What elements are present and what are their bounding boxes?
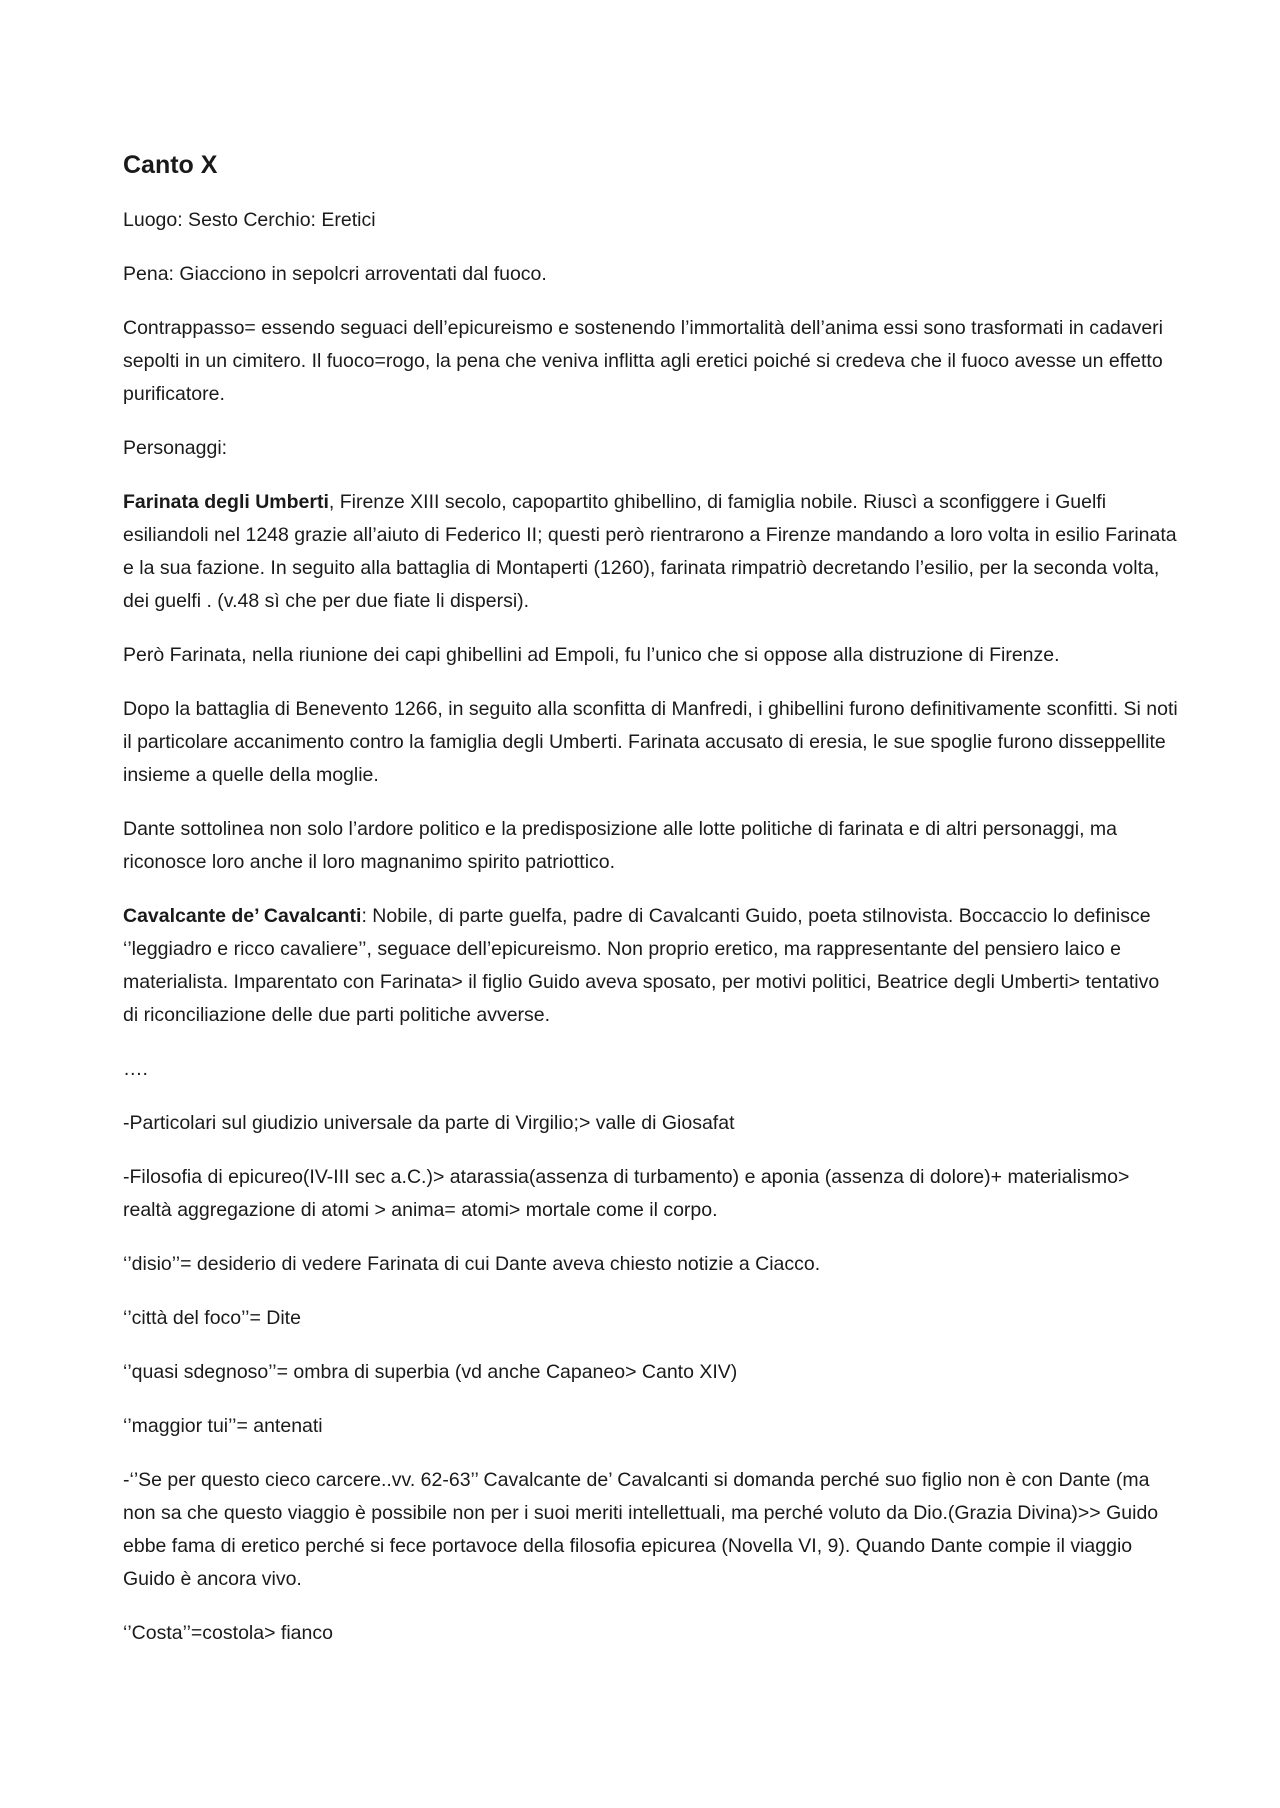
cavalcante-paragraph xyxy=(123,900,1178,1032)
note-costa: ‘’Costa’’=costola> fianco xyxy=(123,1622,333,1644)
note-citta: ‘’città del foco’’= Dite xyxy=(123,1307,301,1329)
dante-paragraph: Dante sottolinea non solo l’ardore politico e la predisposizione alle lotte politiche di farinata e di altri personaggi, ma riconosce loro anche il loro magnanimo spirito patriottico. xyxy=(123,818,1118,873)
farinata-paragraph xyxy=(123,486,1178,618)
luogo-paragraph: Luogo: Sesto Cerchio: Eretici xyxy=(123,209,376,231)
benevento-paragraph: Dopo la battaglia di Benevento 1266, in seguito alla sconfitta di Manfredi, i ghibellini furono definitivamente sconfitti. Si noti il particolare accanimento contro la famiglia degli Umberti. Farinata accusato di eresia, le sue spoglie furono disseppellite insieme a quelle della moglie. xyxy=(123,698,1178,786)
note-giudizio: -Particolari sul giudizio universale da parte di Virgilio;> valle di Giosafat xyxy=(123,1112,735,1134)
note-cieco: -‘’Se per questo cieco carcere..vv. 62-63’’ Cavalcante de’ Cavalcanti si domanda perché suo figlio non è con Dante (ma non sa che questo viaggio è possibile non per i suoi meriti intellettuali, ma perché voluto da Dio.(Grazia Divina)>> Guido ebbe fama di eretico perché si fece portavoce della filosofia epicurea (Novella VI, 9). Quando Dante compie il viaggio Guido è ancora vivo. xyxy=(123,1469,1159,1590)
farinata-text: , Firenze XIII secolo, capopartito ghibellino, di famiglia nobile. Riuscì a sconfiggere i Guelfi esiliandoli nel 1248 grazie all’aiuto di Federico II; questi però rientrarono a Firenze mandando a loro volta in esilio Farinata e la sua fazione. In seguito alla battaglia di Montaperti (1260), farinata rimpatriò decretando l’esilio, per la seconda volta, dei guelfi . (v.48 sì che per due fiate li dispersi). xyxy=(123,491,1177,612)
document-page xyxy=(123,150,1178,1671)
pena-paragraph: Pena: Giacciono in sepolcri arroventati dal fuoco. xyxy=(123,263,547,285)
page-title: Canto X xyxy=(123,151,218,179)
personaggi-label: Personaggi: xyxy=(123,437,228,459)
farinata-name: Farinata degli Umberti xyxy=(123,491,329,513)
cavalcante-name: Cavalcante de’ Cavalcanti xyxy=(123,905,362,927)
note-disio: ‘’disio’’= desiderio di vedere Farinata di cui Dante aveva chiesto notizie a Ciacco. xyxy=(123,1253,821,1275)
note-maggior: ‘’maggior tui’’= antenati xyxy=(123,1415,323,1437)
cavalcante-text: : Nobile, di parte guelfa, padre di Cavalcanti Guido, poeta stilnovista. Boccaccio lo definisce ‘’leggiadro e ricco cavaliere’’, seguace dell’epicureismo. Non proprio eretico, ma rappresentante del pensiero laico e materialista. Imparentato con Farinata> il figlio Guido aveva sposato, per motivi politici, Beatrice degli Umberti> tentativo di riconciliazione delle due parti politiche avverse. xyxy=(123,905,1160,1026)
empoli-paragraph: Però Farinata, nella riunione dei capi ghibellini ad Empoli, fu l’unico che si oppose alla distruzione di Firenze. xyxy=(123,644,1060,666)
note-epicureo: -Filosofia di epicureo(IV-III sec a.C.)> atarassia(assenza di turbamento) e aponia (assenza di dolore)+ materialismo> realtà aggregazione di atomi > anima= atomi> mortale come il corpo. xyxy=(123,1166,1130,1221)
contrappasso-paragraph: Contrappasso= essendo seguaci dell’epicureismo e sostenendo l’immortalità dell’anima essi sono trasformati in cadaveri sepolti in un cimitero. Il fuoco=rogo, la pena che veniva inflitta agli eretici poiché si credeva che il fuoco avesse un effetto purificatore. xyxy=(123,317,1163,405)
ellipsis-line: …. xyxy=(123,1058,148,1080)
note-sdegnoso: ‘’quasi sdegnoso’’= ombra di superbia (vd anche Capaneo> Canto XIV) xyxy=(123,1361,738,1383)
